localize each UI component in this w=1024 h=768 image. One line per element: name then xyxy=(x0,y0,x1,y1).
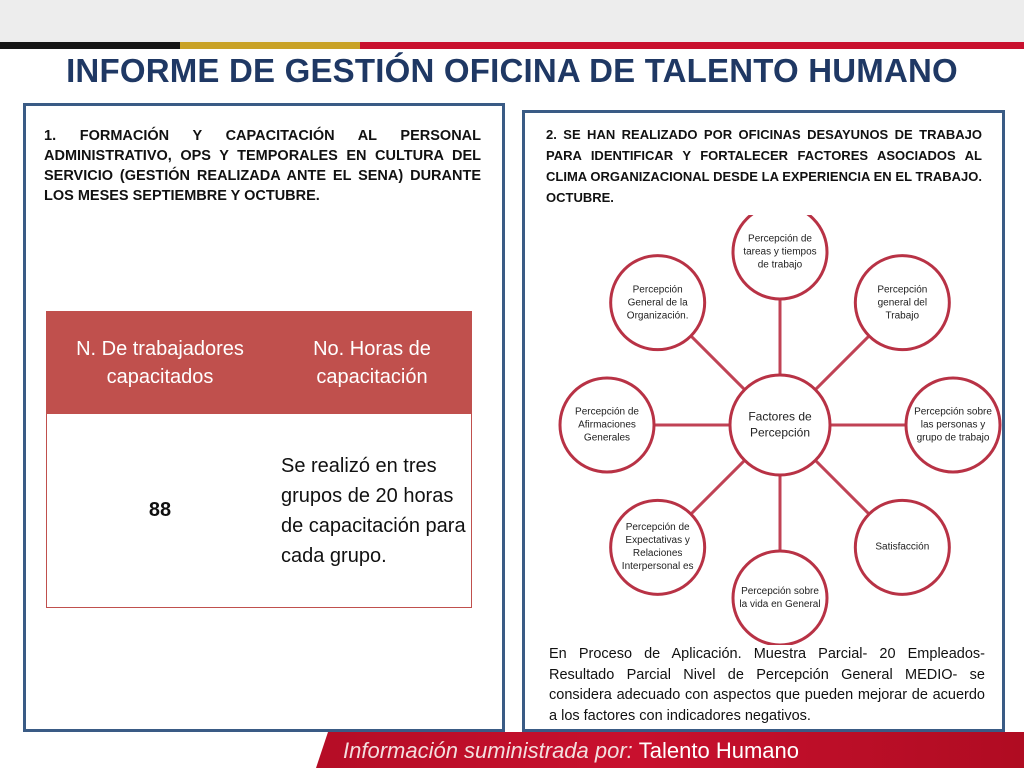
factor-node-label: Percepción de Afirmaciones Generales xyxy=(575,406,639,444)
factors-hub-label: Factores de Percepción xyxy=(748,409,812,439)
factor-node-label: Percepción sobre las personas y grupo de trabajo xyxy=(914,406,992,444)
top-band xyxy=(0,0,1024,42)
header-stripe-red xyxy=(360,42,1024,49)
factor-node-label: Satisfacción xyxy=(875,541,930,553)
training-heading: 1. FORMACIÓN Y CAPACITACIÓN AL PERSONAL ADMINISTRATIVO, OPS Y TEMPORALES EN CULTURA DEL SERVICIO (GESTIÓN REALIZADA ANTE EL SENA) DURANTE LOS MESES SEPTIEMBRE Y OCTUBRE. xyxy=(44,128,481,204)
table-row xyxy=(47,414,472,608)
footer-credit xyxy=(343,738,799,764)
table-header-hours: No. Horas de capacitación xyxy=(273,312,472,415)
factor-node-label: Percepción sobre la vida en General xyxy=(739,586,821,610)
table-header-workers: N. De trabajadores capacitados xyxy=(47,312,274,415)
header-stripe-gold xyxy=(180,42,360,49)
footer-lead: Información suministrada por: xyxy=(343,738,633,763)
climate-heading: 2. SE HAN REALIZADO POR OFICINAS DESAYUNOS DE TRABAJO PARA IDENTIFICAR Y FORTALECER FACTORES ASOCIADOS AL CLIMA ORGANIZACIONAL DESDE LA EXPERIENCIA EN EL TRABAJO. OCTUBRE. xyxy=(546,127,982,206)
table-header-row xyxy=(47,312,472,415)
header-stripe-black xyxy=(0,42,180,49)
factor-node-label: Percepción de Expectativas y Relaciones Interpersonal es xyxy=(621,522,694,573)
footer-source: Talento Humano xyxy=(638,738,800,763)
application-note: En Proceso de Aplicación. Muestra Parcial- 20 Empleados- Resultado Parcial Nivel de Percepción General MEDIO- se considera adecuado con aspectos que pueden mejorar de acuerdo a los factores con indicadores negativos. xyxy=(549,646,985,724)
page-title: INFORME DE GESTIÓN OFICINA DE TALENTO HUMANO xyxy=(66,52,958,89)
factor-node-label: Percepción de tareas y tiempos de trabajo xyxy=(743,233,817,271)
training-table xyxy=(46,311,472,608)
hours-description: Se realizó en tres grupos de 20 horas de capacitación para cada grupo. xyxy=(273,414,472,608)
factor-node-label: Percepción General de la Organización. xyxy=(626,284,689,322)
factor-node-label: Percepción general del Trabajo xyxy=(877,284,928,322)
workers-count: 88 xyxy=(47,414,274,608)
